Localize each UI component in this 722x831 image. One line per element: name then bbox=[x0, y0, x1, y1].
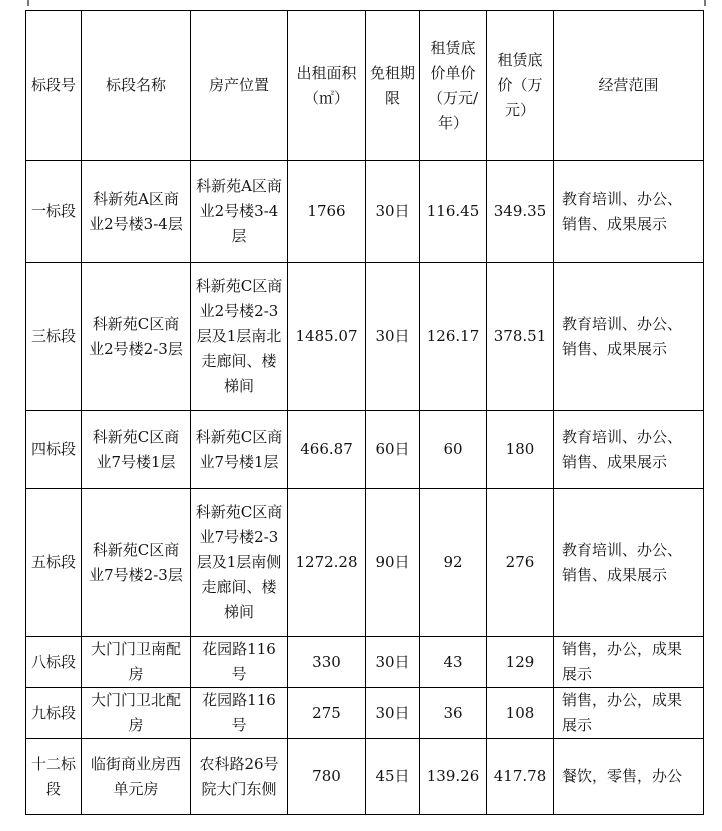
page-edge-mark-left bbox=[27, 0, 29, 6]
cell-free-period: 30日 bbox=[366, 637, 420, 688]
cell-unit-price: 126.17 bbox=[420, 263, 487, 411]
cell-scope: 销售，办公，成果展示 bbox=[554, 637, 704, 688]
cell-section-name: 临街商业房西单元房 bbox=[82, 739, 191, 815]
cell-section-name: 科新苑C区商业7号楼2-3层 bbox=[82, 489, 191, 637]
cell-area: 466.87 bbox=[288, 411, 366, 489]
cell-area: 780 bbox=[288, 739, 366, 815]
cell-base-price: 417.78 bbox=[487, 739, 554, 815]
cell-section-no: 四标段 bbox=[26, 411, 82, 489]
cell-free-period: 30日 bbox=[366, 263, 420, 411]
lease-table bbox=[25, 10, 704, 815]
cell-location: 花园路116号 bbox=[191, 637, 288, 688]
cell-section-no: 八标段 bbox=[26, 637, 82, 688]
cell-base-price: 180 bbox=[487, 411, 554, 489]
cell-base-price: 108 bbox=[487, 688, 554, 739]
cell-location: 农科路26号院大门东侧 bbox=[191, 739, 288, 815]
cell-base-price: 378.51 bbox=[487, 263, 554, 411]
cell-scope: 教育培训、办公、销售、成果展示 bbox=[554, 263, 704, 411]
cell-section-name: 科新苑C区商业2号楼2-3层 bbox=[82, 263, 191, 411]
cell-base-price: 349.35 bbox=[487, 161, 554, 263]
table-row bbox=[26, 739, 704, 815]
table-row bbox=[26, 489, 704, 637]
cell-free-period: 90日 bbox=[366, 489, 420, 637]
cell-section-no: 五标段 bbox=[26, 489, 82, 637]
cell-section-no: 九标段 bbox=[26, 688, 82, 739]
cell-free-period: 30日 bbox=[366, 688, 420, 739]
cell-unit-price: 116.45 bbox=[420, 161, 487, 263]
cell-base-price: 129 bbox=[487, 637, 554, 688]
cell-scope: 销售，办公，成果展示 bbox=[554, 688, 704, 739]
cell-unit-price: 92 bbox=[420, 489, 487, 637]
cell-section-name: 大门门卫南配房 bbox=[82, 637, 191, 688]
header-section-name: 标段名称 bbox=[82, 11, 191, 161]
header-area: 出租面积（㎡） bbox=[288, 11, 366, 161]
cell-section-no: 一标段 bbox=[26, 161, 82, 263]
cell-location: 科新苑C区商业2号楼2-3层及1层南北走廊间、楼梯间 bbox=[191, 263, 288, 411]
cell-base-price: 276 bbox=[487, 489, 554, 637]
table-row bbox=[26, 688, 704, 739]
header-free-period: 免租期限 bbox=[366, 11, 420, 161]
cell-area: 1485.07 bbox=[288, 263, 366, 411]
table-row bbox=[26, 161, 704, 263]
header-section-no: 标段号 bbox=[26, 11, 82, 161]
cell-location: 科新苑C区商业7号楼1层 bbox=[191, 411, 288, 489]
cell-area: 275 bbox=[288, 688, 366, 739]
header-base-price: 租赁底价（万元） bbox=[487, 11, 554, 161]
header-scope: 经营范围 bbox=[554, 11, 704, 161]
table-row bbox=[26, 263, 704, 411]
table-row bbox=[26, 637, 704, 688]
cell-scope: 教育培训、办公、销售、成果展示 bbox=[554, 489, 704, 637]
cell-unit-price: 36 bbox=[420, 688, 487, 739]
cell-unit-price: 43 bbox=[420, 637, 487, 688]
cell-scope: 餐饮，零售，办公 bbox=[554, 739, 704, 815]
cell-area: 1272.28 bbox=[288, 489, 366, 637]
cell-scope: 教育培训、办公、销售、成果展示 bbox=[554, 161, 704, 263]
cell-scope: 教育培训、办公、销售、成果展示 bbox=[554, 411, 704, 489]
cell-location: 科新苑A区商业2号楼3-4层 bbox=[191, 161, 288, 263]
header-location: 房产位置 bbox=[191, 11, 288, 161]
cell-free-period: 60日 bbox=[366, 411, 420, 489]
table-row bbox=[26, 411, 704, 489]
cell-area: 330 bbox=[288, 637, 366, 688]
cell-unit-price: 60 bbox=[420, 411, 487, 489]
cell-section-no: 三标段 bbox=[26, 263, 82, 411]
cell-free-period: 30日 bbox=[366, 161, 420, 263]
cell-section-name: 科新苑C区商业7号楼1层 bbox=[82, 411, 191, 489]
header-unit-price: 租赁底价单价（万元/年） bbox=[420, 11, 487, 161]
cell-unit-price: 139.26 bbox=[420, 739, 487, 815]
header-row bbox=[26, 11, 704, 161]
cell-free-period: 45日 bbox=[366, 739, 420, 815]
cell-area: 1766 bbox=[288, 161, 366, 263]
page-edge-mark-right bbox=[704, 0, 706, 6]
cell-section-name: 大门门卫北配房 bbox=[82, 688, 191, 739]
cell-location: 科新苑C区商业7号楼2-3层及1层南侧走廊间、楼梯间 bbox=[191, 489, 288, 637]
cell-location: 花园路116号 bbox=[191, 688, 288, 739]
cell-section-no: 十二标段 bbox=[26, 739, 82, 815]
cell-section-name: 科新苑A区商业2号楼3-4层 bbox=[82, 161, 191, 263]
